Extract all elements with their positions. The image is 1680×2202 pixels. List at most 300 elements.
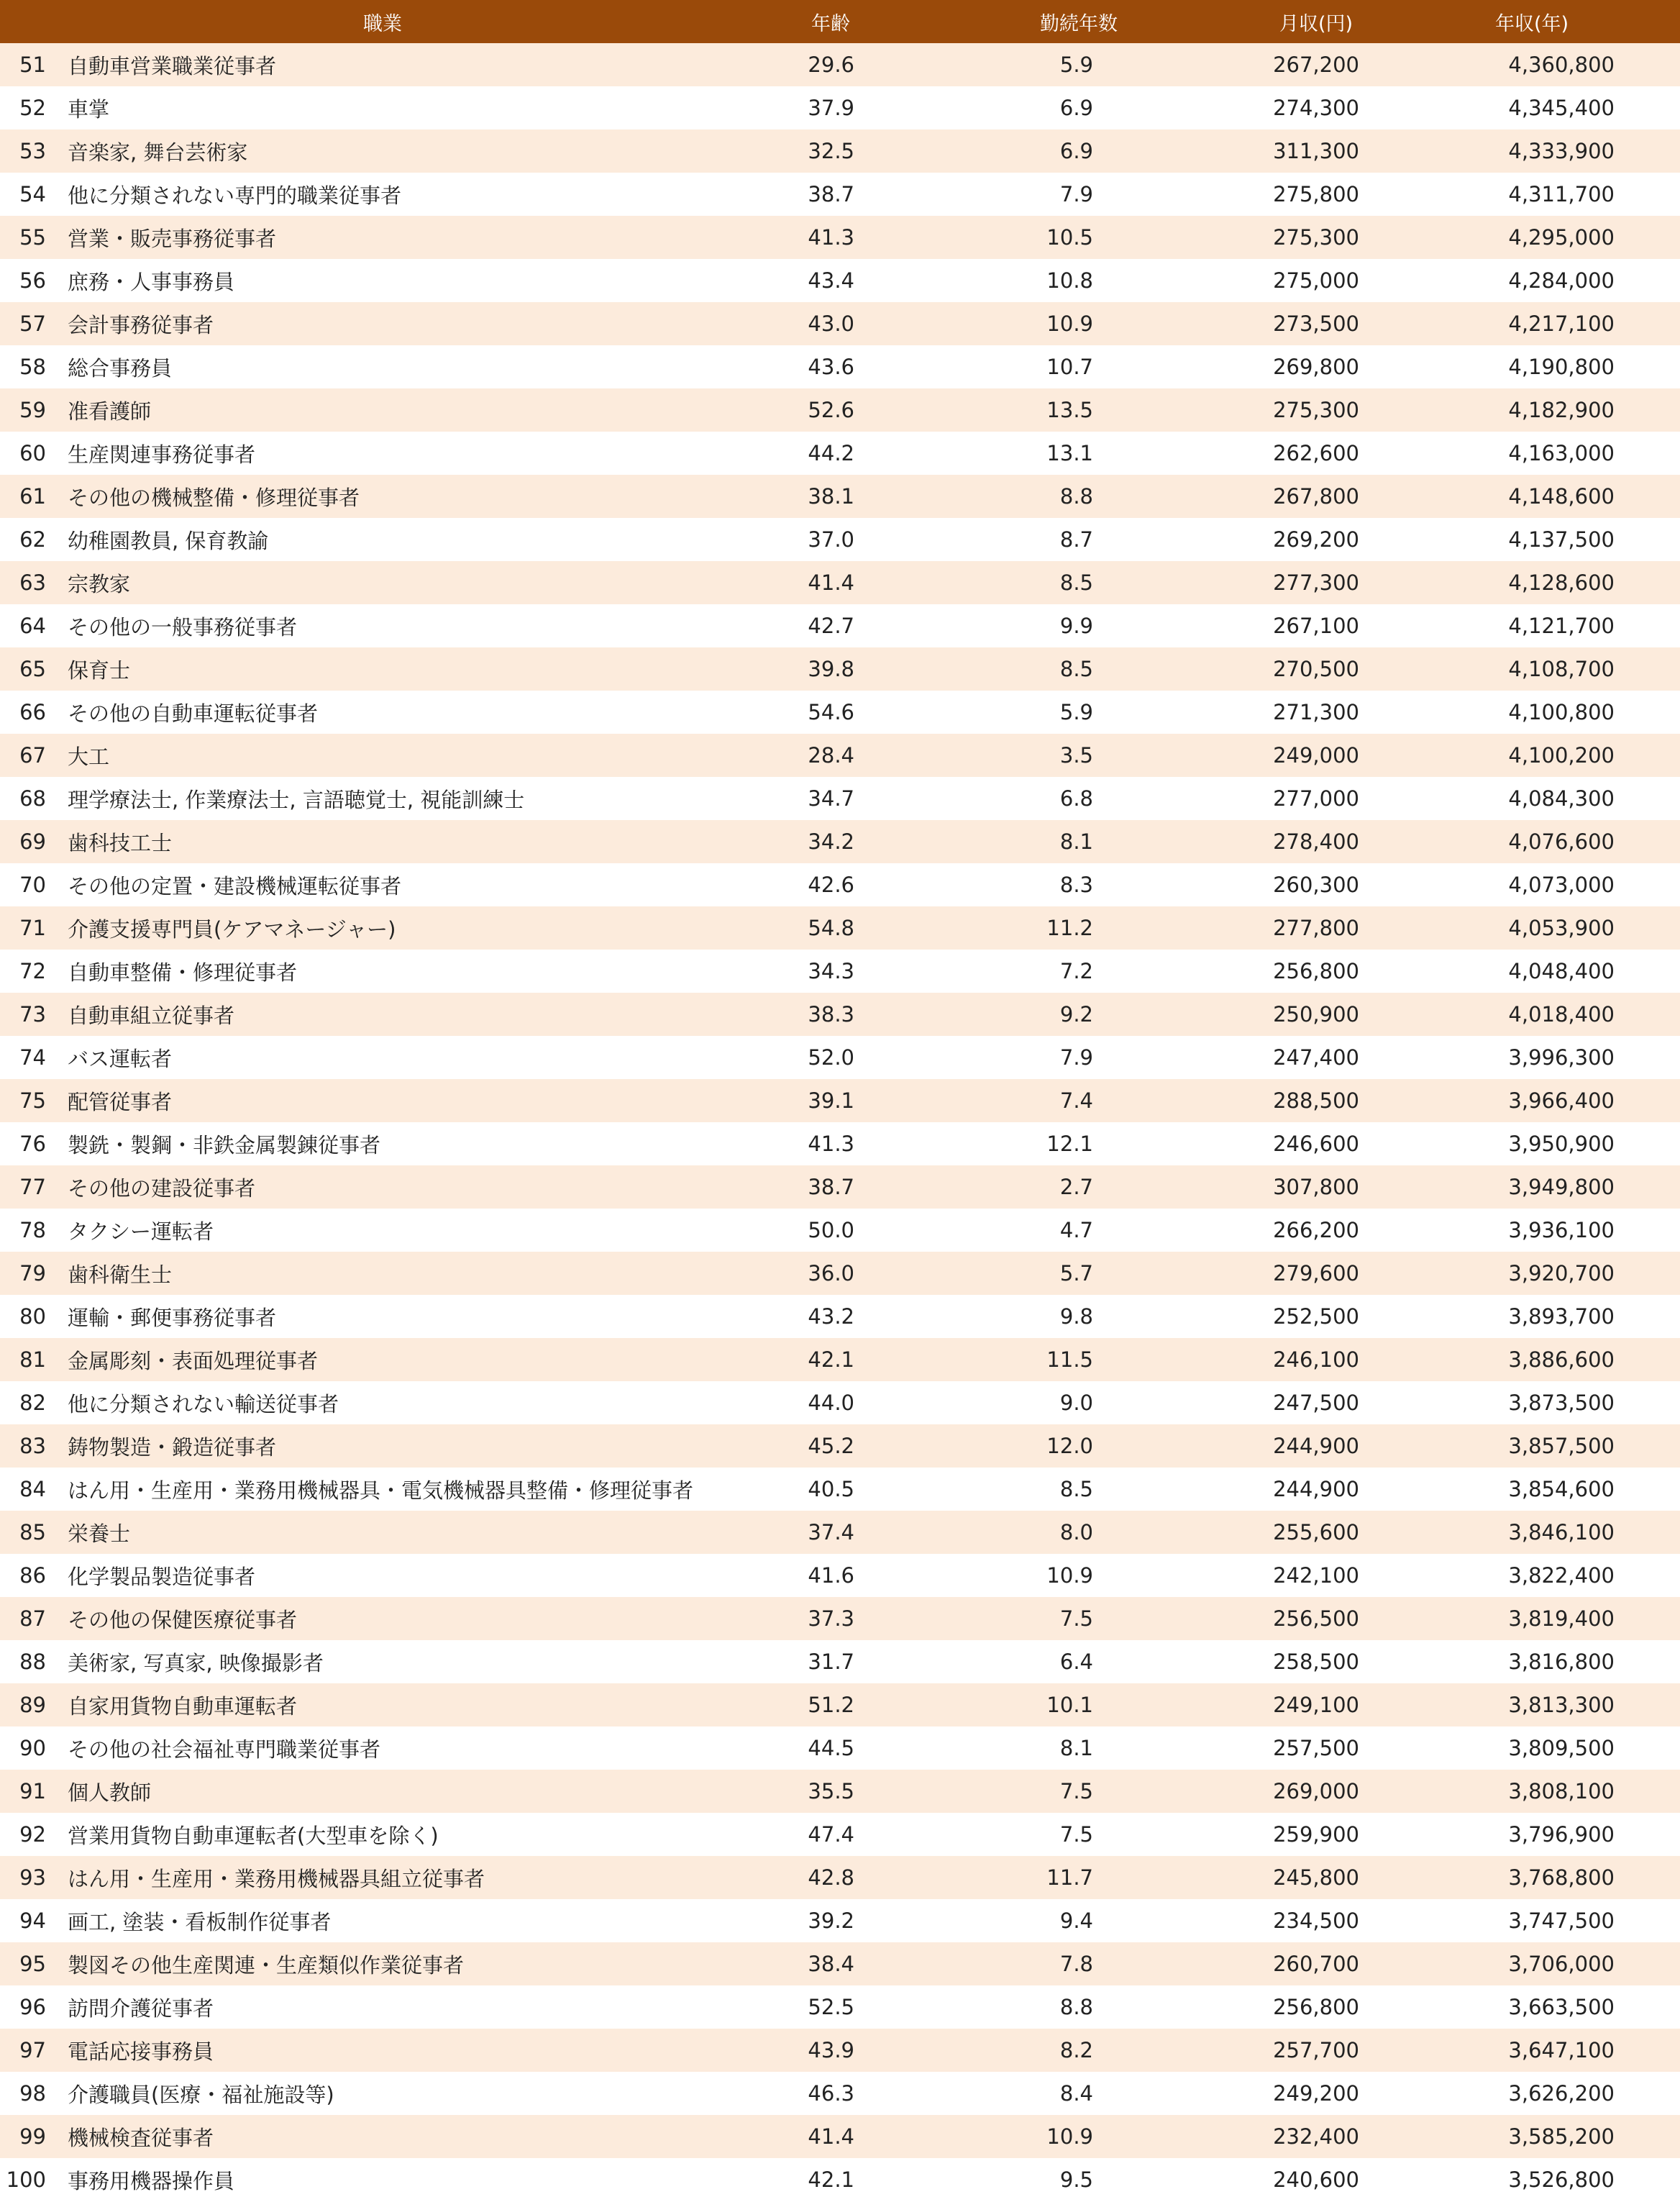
row-occupation: 宗教家	[68, 571, 131, 596]
table-row	[0, 129, 1680, 173]
row-age: 28.4	[808, 743, 854, 768]
row-tenure: 9.2	[1059, 1002, 1093, 1027]
table-row	[0, 388, 1680, 432]
table-row	[0, 863, 1680, 906]
row-occupation: 車掌	[68, 96, 110, 122]
table-row	[0, 2072, 1680, 2115]
row-age: 41.3	[808, 225, 854, 250]
table-header-row	[0, 0, 1680, 43]
row-annual-income: 4,121,700	[1508, 614, 1615, 638]
row-occupation: バス運転者	[68, 1046, 173, 1071]
table-row	[0, 1252, 1680, 1295]
row-age: 37.4	[808, 1520, 854, 1544]
row-age: 43.0	[808, 311, 854, 336]
row-occupation: その他の建設従事者	[68, 1175, 256, 1201]
row-monthly-income: 274,300	[1273, 96, 1359, 120]
table-row	[0, 1122, 1680, 1165]
row-age: 38.4	[808, 1952, 854, 1976]
row-tenure: 11.2	[1046, 916, 1093, 940]
row-monthly-income: 255,600	[1273, 1520, 1359, 1544]
row-monthly-income: 275,300	[1273, 225, 1359, 250]
row-occupation: 大工	[68, 744, 110, 769]
row-rank: 66	[19, 700, 46, 724]
row-annual-income: 3,813,300	[1508, 1693, 1615, 1717]
row-age: 34.3	[808, 959, 854, 983]
row-rank: 76	[19, 1132, 46, 1156]
row-age: 40.5	[808, 1477, 854, 1501]
row-monthly-income: 262,600	[1273, 441, 1359, 465]
row-rank: 87	[19, 1606, 46, 1631]
row-occupation: 他に分類されない輸送従事者	[68, 1391, 339, 1416]
row-rank: 93	[19, 1865, 46, 1890]
row-monthly-income: 249,200	[1273, 2081, 1359, 2106]
row-monthly-income: 271,300	[1273, 700, 1359, 724]
row-rank: 74	[19, 1045, 46, 1070]
row-annual-income: 3,626,200	[1508, 2081, 1615, 2106]
row-annual-income: 4,284,000	[1508, 268, 1615, 293]
row-rank: 73	[19, 1002, 46, 1027]
row-rank: 59	[19, 398, 46, 422]
row-rank: 75	[19, 1088, 46, 1113]
row-tenure: 8.1	[1059, 829, 1093, 854]
row-monthly-income: 242,100	[1273, 1563, 1359, 1588]
row-occupation: 会計事務従事者	[68, 312, 214, 337]
row-rank: 99	[19, 2124, 46, 2149]
row-tenure: 7.9	[1059, 182, 1093, 206]
row-monthly-income: 256,500	[1273, 1606, 1359, 1631]
table-row	[0, 1770, 1680, 1813]
row-tenure: 11.7	[1046, 1865, 1093, 1890]
row-rank: 63	[19, 570, 46, 595]
table-row	[0, 1899, 1680, 1942]
row-occupation: 機械検査従事者	[68, 2125, 214, 2150]
row-age: 38.3	[808, 1002, 854, 1027]
row-monthly-income: 277,300	[1273, 570, 1359, 595]
row-tenure: 10.9	[1046, 311, 1093, 336]
row-rank: 53	[19, 139, 46, 163]
table-row	[0, 777, 1680, 820]
table-row	[0, 1209, 1680, 1252]
row-tenure: 9.0	[1059, 1391, 1093, 1415]
table-row	[0, 432, 1680, 475]
row-occupation: 自家用貨物自動車運転者	[68, 1693, 298, 1719]
row-tenure: 8.5	[1059, 1477, 1093, 1501]
row-rank: 54	[19, 182, 46, 206]
row-tenure: 9.5	[1059, 2167, 1093, 2192]
row-occupation: 自動車営業職業従事者	[68, 53, 277, 78]
row-tenure: 6.8	[1059, 786, 1093, 811]
row-annual-income: 3,647,100	[1508, 2038, 1615, 2062]
row-annual-income: 4,148,600	[1508, 484, 1615, 509]
row-rank: 51	[19, 53, 46, 77]
row-annual-income: 4,084,300	[1508, 786, 1615, 811]
row-rank: 60	[19, 441, 46, 465]
row-tenure: 7.5	[1059, 1822, 1093, 1847]
row-tenure: 10.8	[1046, 268, 1093, 293]
row-rank: 98	[19, 2081, 46, 2106]
row-age: 36.0	[808, 1261, 854, 1286]
row-monthly-income: 249,100	[1273, 1693, 1359, 1717]
row-tenure: 12.1	[1046, 1132, 1093, 1156]
row-rank: 77	[19, 1175, 46, 1199]
row-rank: 68	[19, 786, 46, 811]
row-occupation: 訪問介護従事者	[68, 1996, 214, 2021]
row-age: 34.7	[808, 786, 854, 811]
row-age: 42.7	[808, 614, 854, 638]
row-monthly-income: 234,500	[1273, 1908, 1359, 1933]
row-annual-income: 3,706,000	[1508, 1952, 1615, 1976]
row-tenure: 8.3	[1059, 873, 1093, 897]
row-monthly-income: 277,800	[1273, 916, 1359, 940]
row-monthly-income: 270,500	[1273, 657, 1359, 681]
row-occupation: 理学療法士, 作業療法士, 言語聴覚士, 視能訓練士	[68, 787, 525, 812]
row-monthly-income: 256,800	[1273, 959, 1359, 983]
table-row	[0, 2115, 1680, 2158]
row-occupation: その他の一般事務従事者	[68, 614, 298, 640]
row-monthly-income: 257,500	[1273, 1736, 1359, 1760]
table-row	[0, 173, 1680, 216]
row-annual-income: 3,819,400	[1508, 1606, 1615, 1631]
row-rank: 82	[19, 1391, 46, 1415]
row-rank: 94	[19, 1908, 46, 1933]
table-row	[0, 561, 1680, 604]
row-age: 44.2	[808, 441, 854, 465]
row-tenure: 4.7	[1059, 1218, 1093, 1242]
row-age: 44.5	[808, 1736, 854, 1760]
row-annual-income: 3,966,400	[1508, 1088, 1615, 1113]
row-rank: 97	[19, 2038, 46, 2062]
table-row	[0, 604, 1680, 647]
row-age: 37.9	[808, 96, 854, 120]
row-tenure: 8.0	[1059, 1520, 1093, 1544]
row-annual-income: 4,182,900	[1508, 398, 1615, 422]
row-tenure: 13.5	[1046, 398, 1093, 422]
row-monthly-income: 232,400	[1273, 2124, 1359, 2149]
row-age: 41.3	[808, 1132, 854, 1156]
row-occupation: 音楽家, 舞台芸術家	[68, 140, 248, 165]
row-age: 37.0	[808, 527, 854, 552]
row-age: 39.1	[808, 1088, 854, 1113]
row-monthly-income: 278,400	[1273, 829, 1359, 854]
row-occupation: 鋳物製造・鍛造従事者	[68, 1434, 277, 1460]
table-row	[0, 1165, 1680, 1209]
row-rank: 72	[19, 959, 46, 983]
table-row	[0, 2158, 1680, 2201]
table-row	[0, 950, 1680, 993]
row-age: 54.6	[808, 700, 854, 724]
row-annual-income: 3,822,400	[1508, 1563, 1615, 1588]
row-tenure: 9.4	[1059, 1908, 1093, 1933]
row-rank: 58	[19, 355, 46, 379]
row-age: 46.3	[808, 2081, 854, 2106]
row-annual-income: 4,108,700	[1508, 657, 1615, 681]
row-occupation: 介護職員(医療・福祉施設等)	[68, 2082, 334, 2107]
table-row	[0, 475, 1680, 518]
table-row	[0, 906, 1680, 950]
row-occupation: 総合事務員	[68, 355, 173, 381]
row-monthly-income: 260,700	[1273, 1952, 1359, 1976]
row-monthly-income: 279,600	[1273, 1261, 1359, 1286]
row-tenure: 12.0	[1046, 1434, 1093, 1458]
table-row	[0, 216, 1680, 259]
row-monthly-income: 267,200	[1273, 53, 1359, 77]
row-monthly-income: 277,000	[1273, 786, 1359, 811]
row-age: 44.0	[808, 1391, 854, 1415]
table-row	[0, 820, 1680, 863]
table-row	[0, 691, 1680, 734]
row-annual-income: 4,333,900	[1508, 139, 1615, 163]
row-tenure: 7.5	[1059, 1779, 1093, 1803]
row-tenure: 9.8	[1059, 1304, 1093, 1329]
row-occupation: 営業用貨物自動車運転者(大型車を除く)	[68, 1823, 439, 1848]
row-age: 43.9	[808, 2038, 854, 2062]
table-row	[0, 1036, 1680, 1079]
row-age: 38.7	[808, 182, 854, 206]
row-monthly-income: 256,800	[1273, 1995, 1359, 2019]
row-rank: 83	[19, 1434, 46, 1458]
row-tenure: 10.7	[1046, 355, 1093, 379]
row-tenure: 8.4	[1059, 2081, 1093, 2106]
row-occupation: 保育士	[68, 658, 131, 683]
row-age: 45.2	[808, 1434, 854, 1458]
row-rank: 56	[19, 268, 46, 293]
row-annual-income: 4,137,500	[1508, 527, 1615, 552]
row-occupation: その他の定置・建設機械運転従事者	[68, 873, 402, 898]
header-occupation: 職業	[363, 12, 402, 35]
row-rank: 69	[19, 829, 46, 854]
row-annual-income: 3,936,100	[1508, 1218, 1615, 1242]
table-row	[0, 2029, 1680, 2072]
row-age: 29.6	[808, 53, 854, 77]
row-tenure: 7.9	[1059, 1045, 1093, 1070]
table-row	[0, 993, 1680, 1036]
row-tenure: 7.5	[1059, 1606, 1093, 1631]
row-annual-income: 4,073,000	[1508, 873, 1615, 897]
row-monthly-income: 257,700	[1273, 2038, 1359, 2062]
table-row	[0, 259, 1680, 302]
row-annual-income: 4,100,800	[1508, 700, 1615, 724]
row-monthly-income: 258,500	[1273, 1650, 1359, 1674]
header-age: 年齢	[811, 12, 850, 35]
row-annual-income: 3,526,800	[1508, 2167, 1615, 2192]
table-row	[0, 1683, 1680, 1726]
row-annual-income: 4,311,700	[1508, 182, 1615, 206]
row-annual-income: 4,100,200	[1508, 743, 1615, 768]
row-occupation: 他に分類されない専門的職業従事者	[68, 183, 402, 208]
row-occupation: 自動車組立従事者	[68, 1003, 235, 1028]
row-tenure: 10.1	[1046, 1693, 1093, 1717]
row-age: 42.6	[808, 873, 854, 897]
row-tenure: 8.5	[1059, 570, 1093, 595]
row-monthly-income: 307,800	[1273, 1175, 1359, 1199]
row-annual-income: 4,128,600	[1508, 570, 1615, 595]
row-age: 52.5	[808, 1995, 854, 2019]
row-tenure: 8.5	[1059, 657, 1093, 681]
row-monthly-income: 275,000	[1273, 268, 1359, 293]
table-row	[0, 1726, 1680, 1770]
row-monthly-income: 247,500	[1273, 1391, 1359, 1415]
row-annual-income: 4,360,800	[1508, 53, 1615, 77]
row-tenure: 8.8	[1059, 484, 1093, 509]
row-tenure: 8.8	[1059, 1995, 1093, 2019]
row-occupation: 幼稚園教員, 保育教諭	[68, 528, 269, 553]
row-occupation: はん用・生産用・業務用機械器具・電気機械器具整備・修理従事者	[68, 1478, 694, 1503]
row-monthly-income: 249,000	[1273, 743, 1359, 768]
row-monthly-income: 247,400	[1273, 1045, 1359, 1070]
table-row	[0, 1468, 1680, 1511]
table-row	[0, 1381, 1680, 1424]
row-monthly-income: 252,500	[1273, 1304, 1359, 1329]
row-rank: 62	[19, 527, 46, 552]
row-annual-income: 3,585,200	[1508, 2124, 1615, 2149]
row-monthly-income: 267,100	[1273, 614, 1359, 638]
row-tenure: 8.2	[1059, 2038, 1093, 2062]
row-tenure: 7.2	[1059, 959, 1093, 983]
row-tenure: 13.1	[1046, 441, 1093, 465]
header-annual-income: 年収(年)	[1494, 12, 1569, 35]
row-tenure: 6.9	[1059, 139, 1093, 163]
row-occupation: 製図その他生産関連・生産類似作業従事者	[68, 1952, 465, 1978]
table-row	[0, 1813, 1680, 1856]
row-monthly-income: 269,800	[1273, 355, 1359, 379]
row-occupation: 化学製品製造従事者	[68, 1564, 256, 1589]
row-age: 43.6	[808, 355, 854, 379]
row-tenure: 8.7	[1059, 527, 1093, 552]
row-tenure: 9.9	[1059, 614, 1093, 638]
row-annual-income: 3,950,900	[1508, 1132, 1615, 1156]
row-annual-income: 3,796,900	[1508, 1822, 1615, 1847]
row-tenure: 10.9	[1046, 2124, 1093, 2149]
table-row	[0, 1597, 1680, 1640]
row-occupation: 運輸・郵便事務従事者	[68, 1305, 277, 1330]
row-monthly-income: 250,900	[1273, 1002, 1359, 1027]
row-occupation: 金属彫刻・表面処理従事者	[68, 1348, 319, 1373]
row-rank: 52	[19, 96, 46, 120]
row-occupation: 栄養士	[68, 1521, 131, 1546]
row-occupation: その他の自動車運転従事者	[68, 701, 319, 726]
row-monthly-income: 311,300	[1273, 139, 1359, 163]
row-rank: 55	[19, 225, 46, 250]
row-rank: 90	[19, 1736, 46, 1760]
row-occupation: はん用・生産用・業務用機械器具組立従事者	[68, 1866, 485, 1891]
row-annual-income: 3,857,500	[1508, 1434, 1615, 1458]
row-occupation: 営業・販売事務従事者	[68, 226, 277, 251]
row-age: 42.1	[808, 1347, 854, 1372]
row-tenure: 7.4	[1059, 1088, 1093, 1113]
row-tenure: 5.7	[1059, 1261, 1093, 1286]
row-age: 41.4	[808, 2124, 854, 2149]
row-age: 39.8	[808, 657, 854, 681]
table-row	[0, 1079, 1680, 1122]
row-occupation: その他の社会福祉専門職業従事者	[68, 1737, 381, 1762]
row-annual-income: 4,076,600	[1508, 829, 1615, 854]
row-annual-income: 3,816,800	[1508, 1650, 1615, 1674]
row-tenure: 8.1	[1059, 1736, 1093, 1760]
row-occupation: 電話応接事務員	[68, 2039, 214, 2064]
row-rank: 91	[19, 1779, 46, 1803]
row-monthly-income: 269,000	[1273, 1779, 1359, 1803]
row-age: 41.6	[808, 1563, 854, 1588]
row-age: 51.2	[808, 1693, 854, 1717]
table-row	[0, 345, 1680, 388]
row-occupation: 自動車整備・修理従事者	[68, 960, 298, 985]
row-occupation: 美術家, 写真家, 映像撮影者	[68, 1650, 324, 1675]
row-monthly-income: 260,300	[1273, 873, 1359, 897]
row-occupation: 生産関連事務従事者	[68, 442, 256, 467]
row-tenure: 11.5	[1046, 1347, 1093, 1372]
row-annual-income: 3,996,300	[1508, 1045, 1615, 1070]
row-age: 52.0	[808, 1045, 854, 1070]
row-tenure: 7.8	[1059, 1952, 1093, 1976]
row-rank: 100	[6, 2167, 46, 2192]
row-age: 41.4	[808, 570, 854, 595]
row-rank: 70	[19, 873, 46, 897]
row-rank: 61	[19, 484, 46, 509]
table-row	[0, 1985, 1680, 2029]
row-rank: 88	[19, 1650, 46, 1674]
table-row	[0, 1338, 1680, 1381]
row-annual-income: 3,808,100	[1508, 1779, 1615, 1803]
row-annual-income: 4,048,400	[1508, 959, 1615, 983]
row-occupation: 庶務・人事事務員	[68, 269, 235, 294]
row-monthly-income: 288,500	[1273, 1088, 1359, 1113]
row-rank: 80	[19, 1304, 46, 1329]
table-row	[0, 302, 1680, 345]
row-annual-income: 3,886,600	[1508, 1347, 1615, 1372]
row-annual-income: 3,920,700	[1508, 1261, 1615, 1286]
row-annual-income: 3,846,100	[1508, 1520, 1615, 1544]
table-row	[0, 1295, 1680, 1338]
table-row	[0, 518, 1680, 561]
row-occupation: タクシー運転者	[68, 1219, 214, 1244]
row-rank: 89	[19, 1693, 46, 1717]
row-monthly-income: 245,800	[1273, 1865, 1359, 1890]
row-rank: 92	[19, 1822, 46, 1847]
row-annual-income: 4,190,800	[1508, 355, 1615, 379]
row-occupation: 画工, 塗装・看板制作従事者	[68, 1909, 332, 1934]
row-rank: 95	[19, 1952, 46, 1976]
row-occupation: 歯科衛生士	[68, 1262, 173, 1287]
row-annual-income: 4,345,400	[1508, 96, 1615, 120]
row-rank: 79	[19, 1261, 46, 1286]
row-monthly-income: 246,600	[1273, 1132, 1359, 1156]
row-age: 39.2	[808, 1908, 854, 1933]
row-monthly-income: 240,600	[1273, 2167, 1359, 2192]
table-row	[0, 1856, 1680, 1899]
table-row	[0, 734, 1680, 777]
row-occupation: その他の機械整備・修理従事者	[68, 485, 360, 510]
row-annual-income: 3,809,500	[1508, 1736, 1615, 1760]
table-row	[0, 647, 1680, 691]
row-tenure: 5.9	[1059, 53, 1093, 77]
row-age: 43.2	[808, 1304, 854, 1329]
row-annual-income: 3,873,500	[1508, 1391, 1615, 1415]
row-age: 42.1	[808, 2167, 854, 2192]
row-monthly-income: 269,200	[1273, 527, 1359, 552]
row-monthly-income: 259,900	[1273, 1822, 1359, 1847]
row-annual-income: 3,949,800	[1508, 1175, 1615, 1199]
row-tenure: 6.4	[1059, 1650, 1093, 1674]
row-age: 47.4	[808, 1822, 854, 1847]
row-annual-income: 3,893,700	[1508, 1304, 1615, 1329]
row-occupation: 准看護師	[68, 399, 152, 424]
row-monthly-income: 275,300	[1273, 398, 1359, 422]
row-monthly-income: 246,100	[1273, 1347, 1359, 1372]
row-rank: 64	[19, 614, 46, 638]
row-rank: 65	[19, 657, 46, 681]
row-annual-income: 4,217,100	[1508, 311, 1615, 336]
row-age: 54.8	[808, 916, 854, 940]
